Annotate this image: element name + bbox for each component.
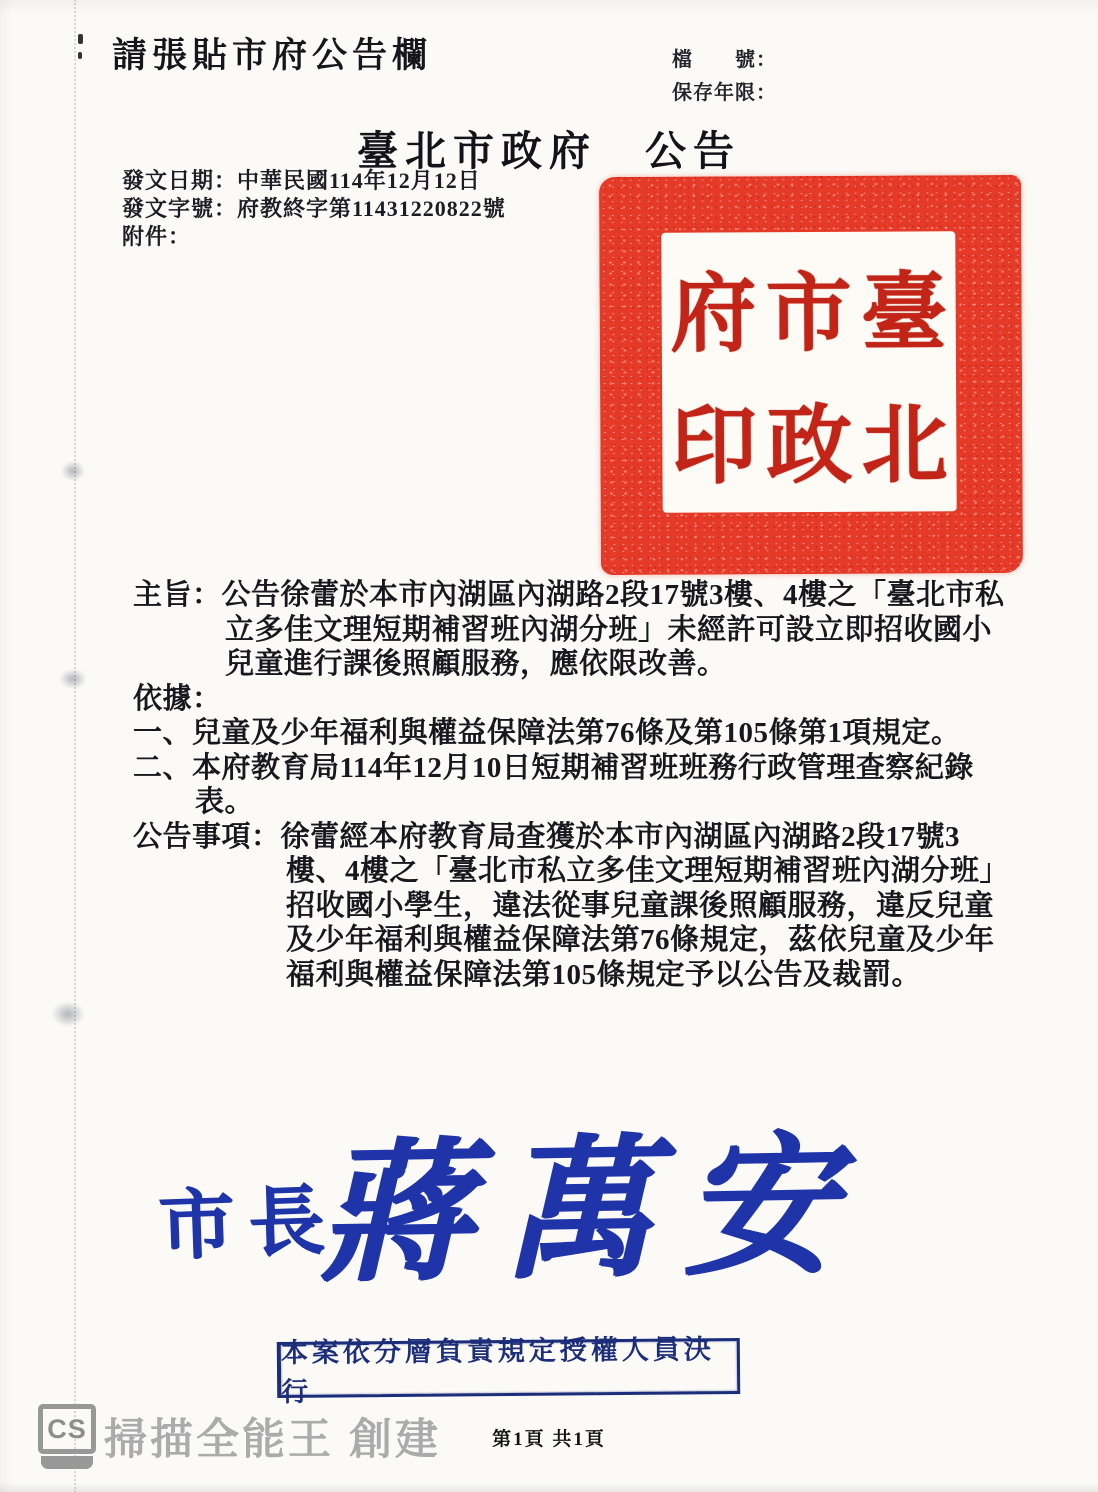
announcement-items-text: 徐蕾經本府教育局查獲於本市內湖區內湖路2段17號3樓、4樓之「臺北市私立多佳文理短期補習班內湖分班」招收國小學生，違法從事兒童課後照顧服務，違反兒童及少年福利與權益保障法第76條規定，茲依兒童及少年福利與權益保障法第105條規定予以公告及裁罰。 — [280, 820, 1010, 991]
scan-smudge — [60, 460, 86, 482]
basis-label: 依據： — [133, 682, 222, 715]
scan-smudge — [58, 668, 88, 690]
scan-speck — [78, 52, 82, 59]
document-title: 臺北市政府 公告 — [357, 128, 741, 174]
announcement-items-label: 公告事項： — [133, 820, 281, 853]
basis-item-2-text: 本府教育局114年12月10日短期補習班班務行政管理查察紀錄表。 — [192, 751, 974, 818]
post-note: 請張貼市府公告欄 — [112, 36, 433, 75]
subject-paragraph — [133, 578, 1015, 682]
subject-label: 主旨： — [133, 579, 222, 611]
retention-period-label: 保存年限： — [672, 82, 777, 104]
fold-perforation-line — [74, 0, 76, 1492]
file-number-label: 檔 號： — [672, 49, 777, 71]
page-number: 第1頁 共1頁 — [492, 1429, 606, 1450]
basis-item-1-text: 兒童及少年福利與權益保障法第76條及第105條第1項規定。 — [192, 717, 961, 749]
camscanner-logo-base — [41, 1456, 93, 1469]
seal-character: 市 — [765, 262, 852, 365]
seal-character: 政 — [766, 394, 853, 497]
file-number-block — [672, 44, 777, 110]
basis-item-2-marker: 二、 — [133, 751, 193, 784]
mayor-title: 市長 — [156, 1178, 340, 1270]
seal-inner-face — [661, 231, 956, 513]
basis-item-2 — [133, 751, 1015, 820]
camscanner-logo-text: CS — [38, 1404, 96, 1454]
attachment-label: 附件： — [122, 224, 192, 249]
mayor-signature: 蔣萬安 — [316, 1122, 866, 1300]
seal-character: 府 — [670, 263, 757, 365]
subject-text: 公告徐蕾於本市內湖區內湖路2段17號3樓、4樓之「臺北市私立多佳文理短期補習班內湖分班」未經許可設立即招收國小兒童進行課後照顧服務，應依限改善。 — [221, 579, 1005, 680]
announcement-items-paragraph — [133, 820, 1015, 993]
government-seal — [599, 175, 1023, 575]
authorization-stamp: 本案依分層負責規定授權人員決行 — [277, 1338, 740, 1398]
basis-item-1 — [133, 716, 1015, 751]
scanner-watermark: 掃描全能王 創建 — [104, 1416, 441, 1464]
announcement-body — [133, 578, 1015, 992]
seal-character: 印 — [670, 395, 758, 497]
scan-smudge — [50, 1000, 86, 1028]
basis-item-1-marker: 一、 — [133, 717, 193, 749]
seal-character: 臺 — [860, 262, 948, 364]
seal-character: 北 — [861, 394, 948, 496]
doc-number-line: 發文字號：府教終字第11431220822號 — [122, 196, 506, 221]
issue-date-line: 發文日期：中華民國114年12月12日 — [122, 168, 481, 193]
document-meta — [122, 167, 506, 251]
scan-speck — [78, 34, 83, 44]
